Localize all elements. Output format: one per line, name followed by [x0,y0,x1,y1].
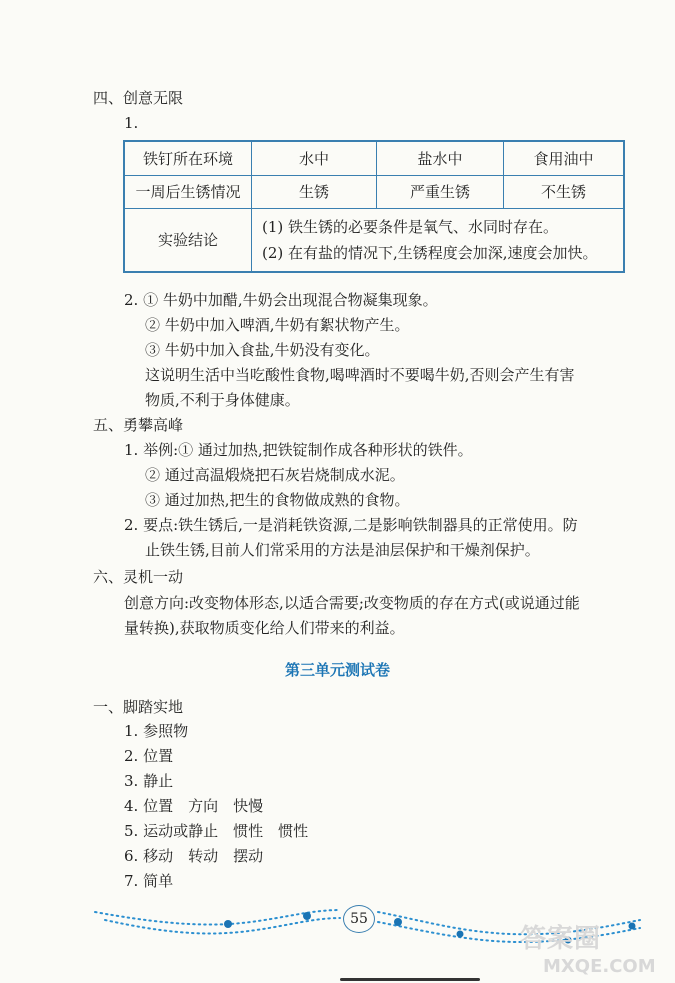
table-cell: 不生锈 [504,175,625,208]
experiment-table [123,140,625,273]
conclusion-label: 实验结论 [124,208,252,272]
section-6-line1: 创意方向:改变物体形态,以适合需要;改变物质的存在方式(或说通过能 [124,594,580,612]
table-cell: 盐水中 [377,141,504,175]
list-item: 7. 简单 [124,872,174,890]
table-cell: 食用油中 [504,141,625,175]
section-4-q2-line3: ③ 牛奶中加入食盐,牛奶没有变化。 [145,341,380,359]
watermark-url: MXQE.COM [543,956,656,977]
section-4-heading: 四、创意无限 [93,89,184,107]
bottom-scan-line [340,978,480,981]
section-6-line2: 量转换),获取物质变化给人们带来的利益。 [124,619,405,637]
table-cell: 水中 [252,141,377,175]
list-item: 6. 移动 转动 摆动 [124,847,264,865]
section-4-q2-line5: 物质,不利于身体健康。 [145,391,300,409]
conclusion-cell [252,208,625,272]
section-5-q1-line1: 1. 举例:① 通过加热,把铁锭制作成各种形状的铁件。 [124,441,473,459]
list-item: 2. 位置 [124,747,174,765]
section-4-q2-line2: ② 牛奶中加入啤酒,牛奶有絮状物产生。 [145,316,410,334]
page-number: 55 [343,905,375,933]
list-item: 4. 位置 方向 快慢 [124,797,264,815]
section-5-heading: 五、勇攀高峰 [93,416,184,434]
table-cell: 生锈 [252,175,377,208]
section-4-q2-line4: 这说明生活中当吃酸性食物,喝啤酒时不要喝牛奶,否则会产生有害 [145,366,575,384]
section-4-q1-label: 1. [124,114,139,132]
section-5-q1-line3: ③ 通过加热,把生的食物做成熟的食物。 [145,491,410,509]
unit-test-title: 第三单元测试卷 [284,661,390,679]
table-row [124,175,624,208]
list-item: 5. 运动或静止 惯性 惯性 [124,822,309,840]
section-6-heading: 六、灵机一动 [93,568,184,586]
list-item: 3. 静止 [124,772,174,790]
table-row [124,141,624,175]
section-5-q1-line2: ② 通过高温煅烧把石灰岩烧制成水泥。 [145,466,405,484]
table-row [124,208,624,272]
conclusion-1: (1) 铁生锈的必要条件是氧气、水同时存在。 [262,217,559,236]
section-5-q2-line2: 止铁生锈,目前人们常采用的方法是油层保护和干燥剂保护。 [145,541,540,559]
section-4-q2-line1: 2. ① 牛奶中加醋,牛奶会出现混合物凝集现象。 [124,291,438,309]
section-1-heading: 一、脚踏实地 [93,698,184,716]
watermark-text: 答案圈 [520,924,602,954]
conclusion-2: (2) 在有盐的情况下,生锈程度会加深,速度会加快。 [262,243,598,262]
section-5-q2-line1: 2. 要点:铁生锈后,一是消耗铁资源,二是影响铁制器具的正常使用。防 [124,516,578,534]
list-item: 1. 参照物 [124,722,189,740]
table-cell: 一周后生锈情况 [124,175,252,208]
table-cell: 铁钉所在环境 [124,141,252,175]
table-cell: 严重生锈 [377,175,504,208]
